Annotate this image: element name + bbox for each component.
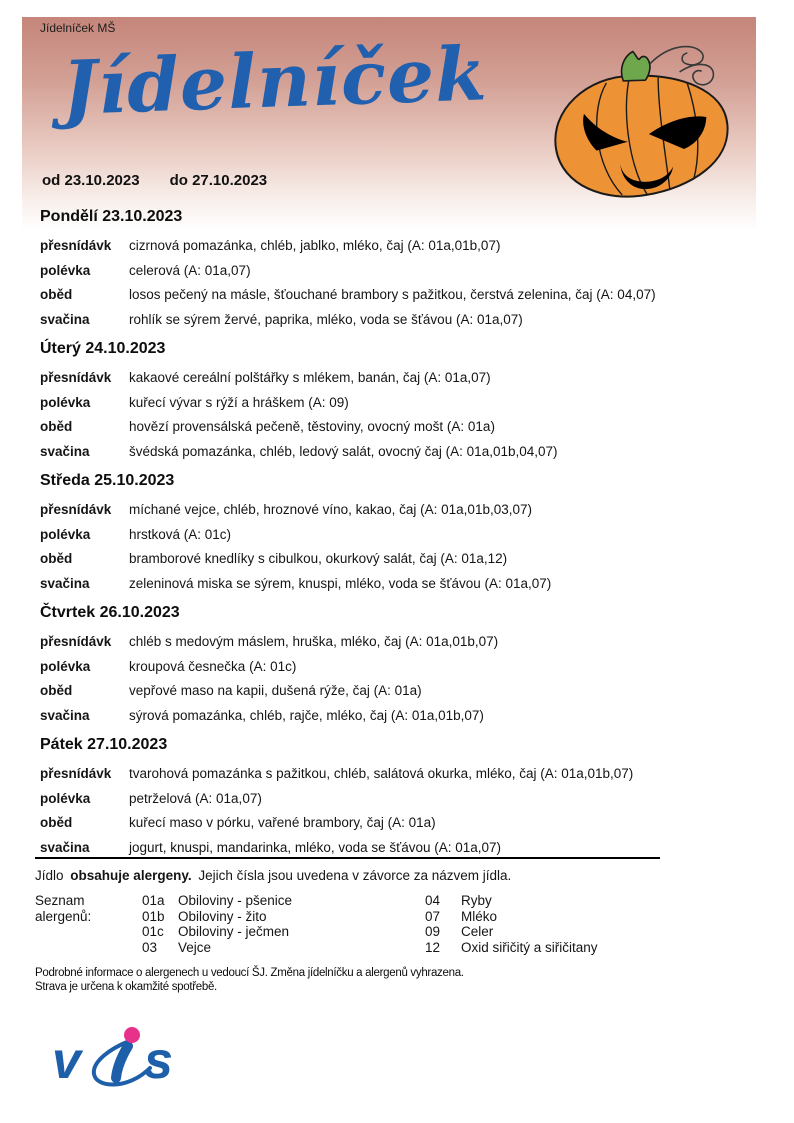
meal-label: přesnídávk [40, 370, 112, 385]
note-plain: Jejich čísla jsou uvedena v závorce za názvem jídla. [198, 868, 512, 883]
menu-row [40, 498, 754, 523]
meal-label: oběd [40, 551, 73, 566]
allergen-code: 07 [425, 908, 441, 924]
fine-print-line: Strava je určena k okamžité spotřebě. [35, 981, 217, 993]
page-title: Jídelníček [60, 31, 489, 132]
menu-row [40, 391, 754, 416]
menu-row [40, 366, 754, 391]
allergen-code: 12 [425, 939, 441, 955]
day-heading: Čtvrtek 26.10.2023 [40, 604, 180, 621]
pumpkin-svg [537, 43, 755, 201]
meal-description: švédská pomazánka, chléb, ledový salát, ovocný čaj (A: 01a,01b,04,07) [129, 443, 558, 459]
meal-description: rohlík se sýrem žervé, paprika, mléko, voda se šťávou (A: 01a,07) [129, 311, 523, 327]
menu-row [40, 259, 754, 284]
day-section-thursday [40, 604, 754, 728]
meal-label: oběd [40, 815, 73, 830]
menu-row [40, 572, 754, 597]
menu-content [40, 208, 754, 868]
allergen-name: Obiloviny - žito [178, 908, 267, 924]
menu-row [40, 283, 754, 308]
meal-label: polévka [40, 394, 91, 410]
allergen-name: Obiloviny - pšenice [178, 893, 293, 908]
day-section-tuesday [40, 340, 754, 464]
meal-description: cizrnová pomazánka, chléb, jablko, mléko, čaj (A: 01a,01b,07) [129, 238, 501, 253]
allergen-code: 09 [425, 924, 441, 939]
day-section-monday [40, 208, 754, 332]
footer-divider [35, 857, 660, 859]
meal-label: polévka [40, 262, 91, 278]
meal-description: chléb s medovým máslem, hruška, mléko, čaj (A: 01a,01b,07) [129, 634, 499, 649]
allergen-item [142, 893, 370, 909]
date-from: od 23.10.2023 [42, 172, 140, 189]
allergen-code: 04 [425, 893, 441, 908]
day-section-wednesday [40, 472, 754, 596]
meal-description: tvarohová pomazánka s pažitkou, chléb, salátová okurka, mléko, čaj (A: 01a,01b,07) [129, 766, 634, 781]
allergen-list [35, 893, 735, 955]
day-section-friday [40, 736, 754, 860]
allergen-item [425, 924, 653, 940]
menu-row [40, 630, 754, 655]
allergen-item [425, 909, 653, 925]
meal-description: hovězí provensálská pečeně, těstoviny, ovocný mošt (A: 01a) [129, 419, 495, 434]
meal-description: hrstková (A: 01c) [129, 526, 232, 542]
meal-label: polévka [40, 658, 91, 674]
allergen-name: Mléko [461, 908, 498, 924]
meal-description: kroupová česnečka (A: 01c) [129, 658, 297, 674]
meal-description: losos pečený na másle, šťouchané brambory s pažitkou, čerstvá zelenina, čaj (A: 04,07) [129, 287, 656, 302]
fine-print [35, 966, 735, 994]
meal-label: svačina [40, 575, 90, 591]
allergen-code: 03 [142, 939, 158, 955]
meal-label: přesnídávk [40, 238, 112, 253]
meal-description: sýrová pomazánka, chléb, rajče, mléko, čaj (A: 01a,01b,07) [129, 707, 484, 723]
meal-label: polévka [40, 790, 91, 806]
meal-description: bramborové knedlíky s cibulkou, okurkový salát, čaj (A: 01a,12) [129, 551, 508, 566]
note-plain: Jídlo [35, 868, 64, 883]
allergen-code: 01c [142, 924, 164, 939]
menu-row [40, 811, 754, 836]
meal-label: polévka [40, 526, 91, 542]
fine-print-line: Podrobné informace o alergenech u vedoucí ŠJ. Změna jídelníčku a alergenů vyhrazena. [35, 967, 464, 979]
meal-label: oběd [40, 683, 73, 698]
allergen-list-label: Seznam alergenů: [35, 893, 92, 924]
allergen-footer [35, 857, 735, 994]
meal-description: míchané vejce, chléb, hroznové víno, kakao, čaj (A: 01a,01b,03,07) [129, 502, 532, 517]
menu-row [40, 308, 754, 333]
allergen-code: 01b [142, 908, 165, 924]
meal-label: svačina [40, 707, 90, 723]
allergen-item [142, 924, 370, 940]
date-range [42, 172, 267, 189]
allergen-name: Obiloviny - ječmen [178, 924, 290, 939]
meal-label: přesnídávk [40, 634, 112, 649]
menu-row [40, 704, 754, 729]
menu-row [40, 679, 754, 704]
meal-label: svačina [40, 311, 90, 327]
day-heading: Pondělí 23.10.2023 [40, 208, 183, 225]
note-bold: obsahuje alergeny. [70, 868, 192, 883]
menu-row [40, 415, 754, 440]
meal-description: jogurt, knuspi, mandarinka, mléko, voda se šťávou (A: 01a,07) [129, 839, 502, 855]
menu-row [40, 787, 754, 812]
day-heading: Pátek 27.10.2023 [40, 736, 168, 753]
meal-label: přesnídávk [40, 502, 112, 517]
allergen-name: Vejce [178, 939, 212, 955]
allergen-item [142, 940, 370, 956]
menu-row [40, 762, 754, 787]
meal-label: svačina [40, 839, 90, 855]
allergen-column-1 [142, 893, 370, 955]
allergen-code: 01a [142, 893, 165, 908]
meal-description: zeleninová miska se sýrem, knuspi, mléko, voda se šťávou (A: 01a,07) [129, 575, 552, 591]
allergen-item [142, 909, 370, 925]
meal-label: svačina [40, 443, 90, 459]
allergen-name: Oxid siřičitý a siřičitany [461, 939, 598, 955]
allergen-item [425, 893, 653, 909]
allergen-name: Ryby [461, 893, 492, 908]
day-heading: Úterý 24.10.2023 [40, 340, 166, 357]
menu-row [40, 523, 754, 548]
meal-description: kuřecí maso v pórku, vařené brambory, čaj (A: 01a) [129, 815, 436, 830]
menu-row [40, 234, 754, 259]
document-type-label: Jídelníček MŠ [40, 21, 116, 35]
meal-description: celerová (A: 01a,07) [129, 262, 251, 278]
meal-description: kuřecí vývar s rýží a hráškem (A: 09) [129, 394, 349, 410]
meal-label: oběd [40, 419, 73, 434]
menu-row [40, 547, 754, 572]
allergen-column-2 [425, 893, 653, 955]
svg-text:v: v [52, 1032, 81, 1090]
vis-logo-svg [52, 1024, 178, 1094]
pumpkin-icon [537, 43, 755, 206]
menu-row [40, 440, 754, 465]
meal-label: oběd [40, 287, 73, 302]
meal-label: přesnídávk [40, 766, 112, 781]
date-to: do 27.10.2023 [169, 172, 268, 189]
meal-description: kakaové cereální polštářky s mlékem, banán, čaj (A: 01a,07) [129, 370, 491, 385]
allergen-name: Celer [461, 924, 494, 939]
allergen-item [425, 940, 653, 956]
allergen-note [35, 868, 735, 883]
day-heading: Středa 25.10.2023 [40, 472, 175, 489]
meal-description: petrželová (A: 01a,07) [129, 790, 262, 806]
meal-description: vepřové maso na kapii, dušená rýže, čaj (A: 01a) [129, 683, 422, 698]
vis-logo [52, 1024, 178, 1099]
menu-row [40, 655, 754, 680]
svg-text:s: s [144, 1032, 173, 1090]
